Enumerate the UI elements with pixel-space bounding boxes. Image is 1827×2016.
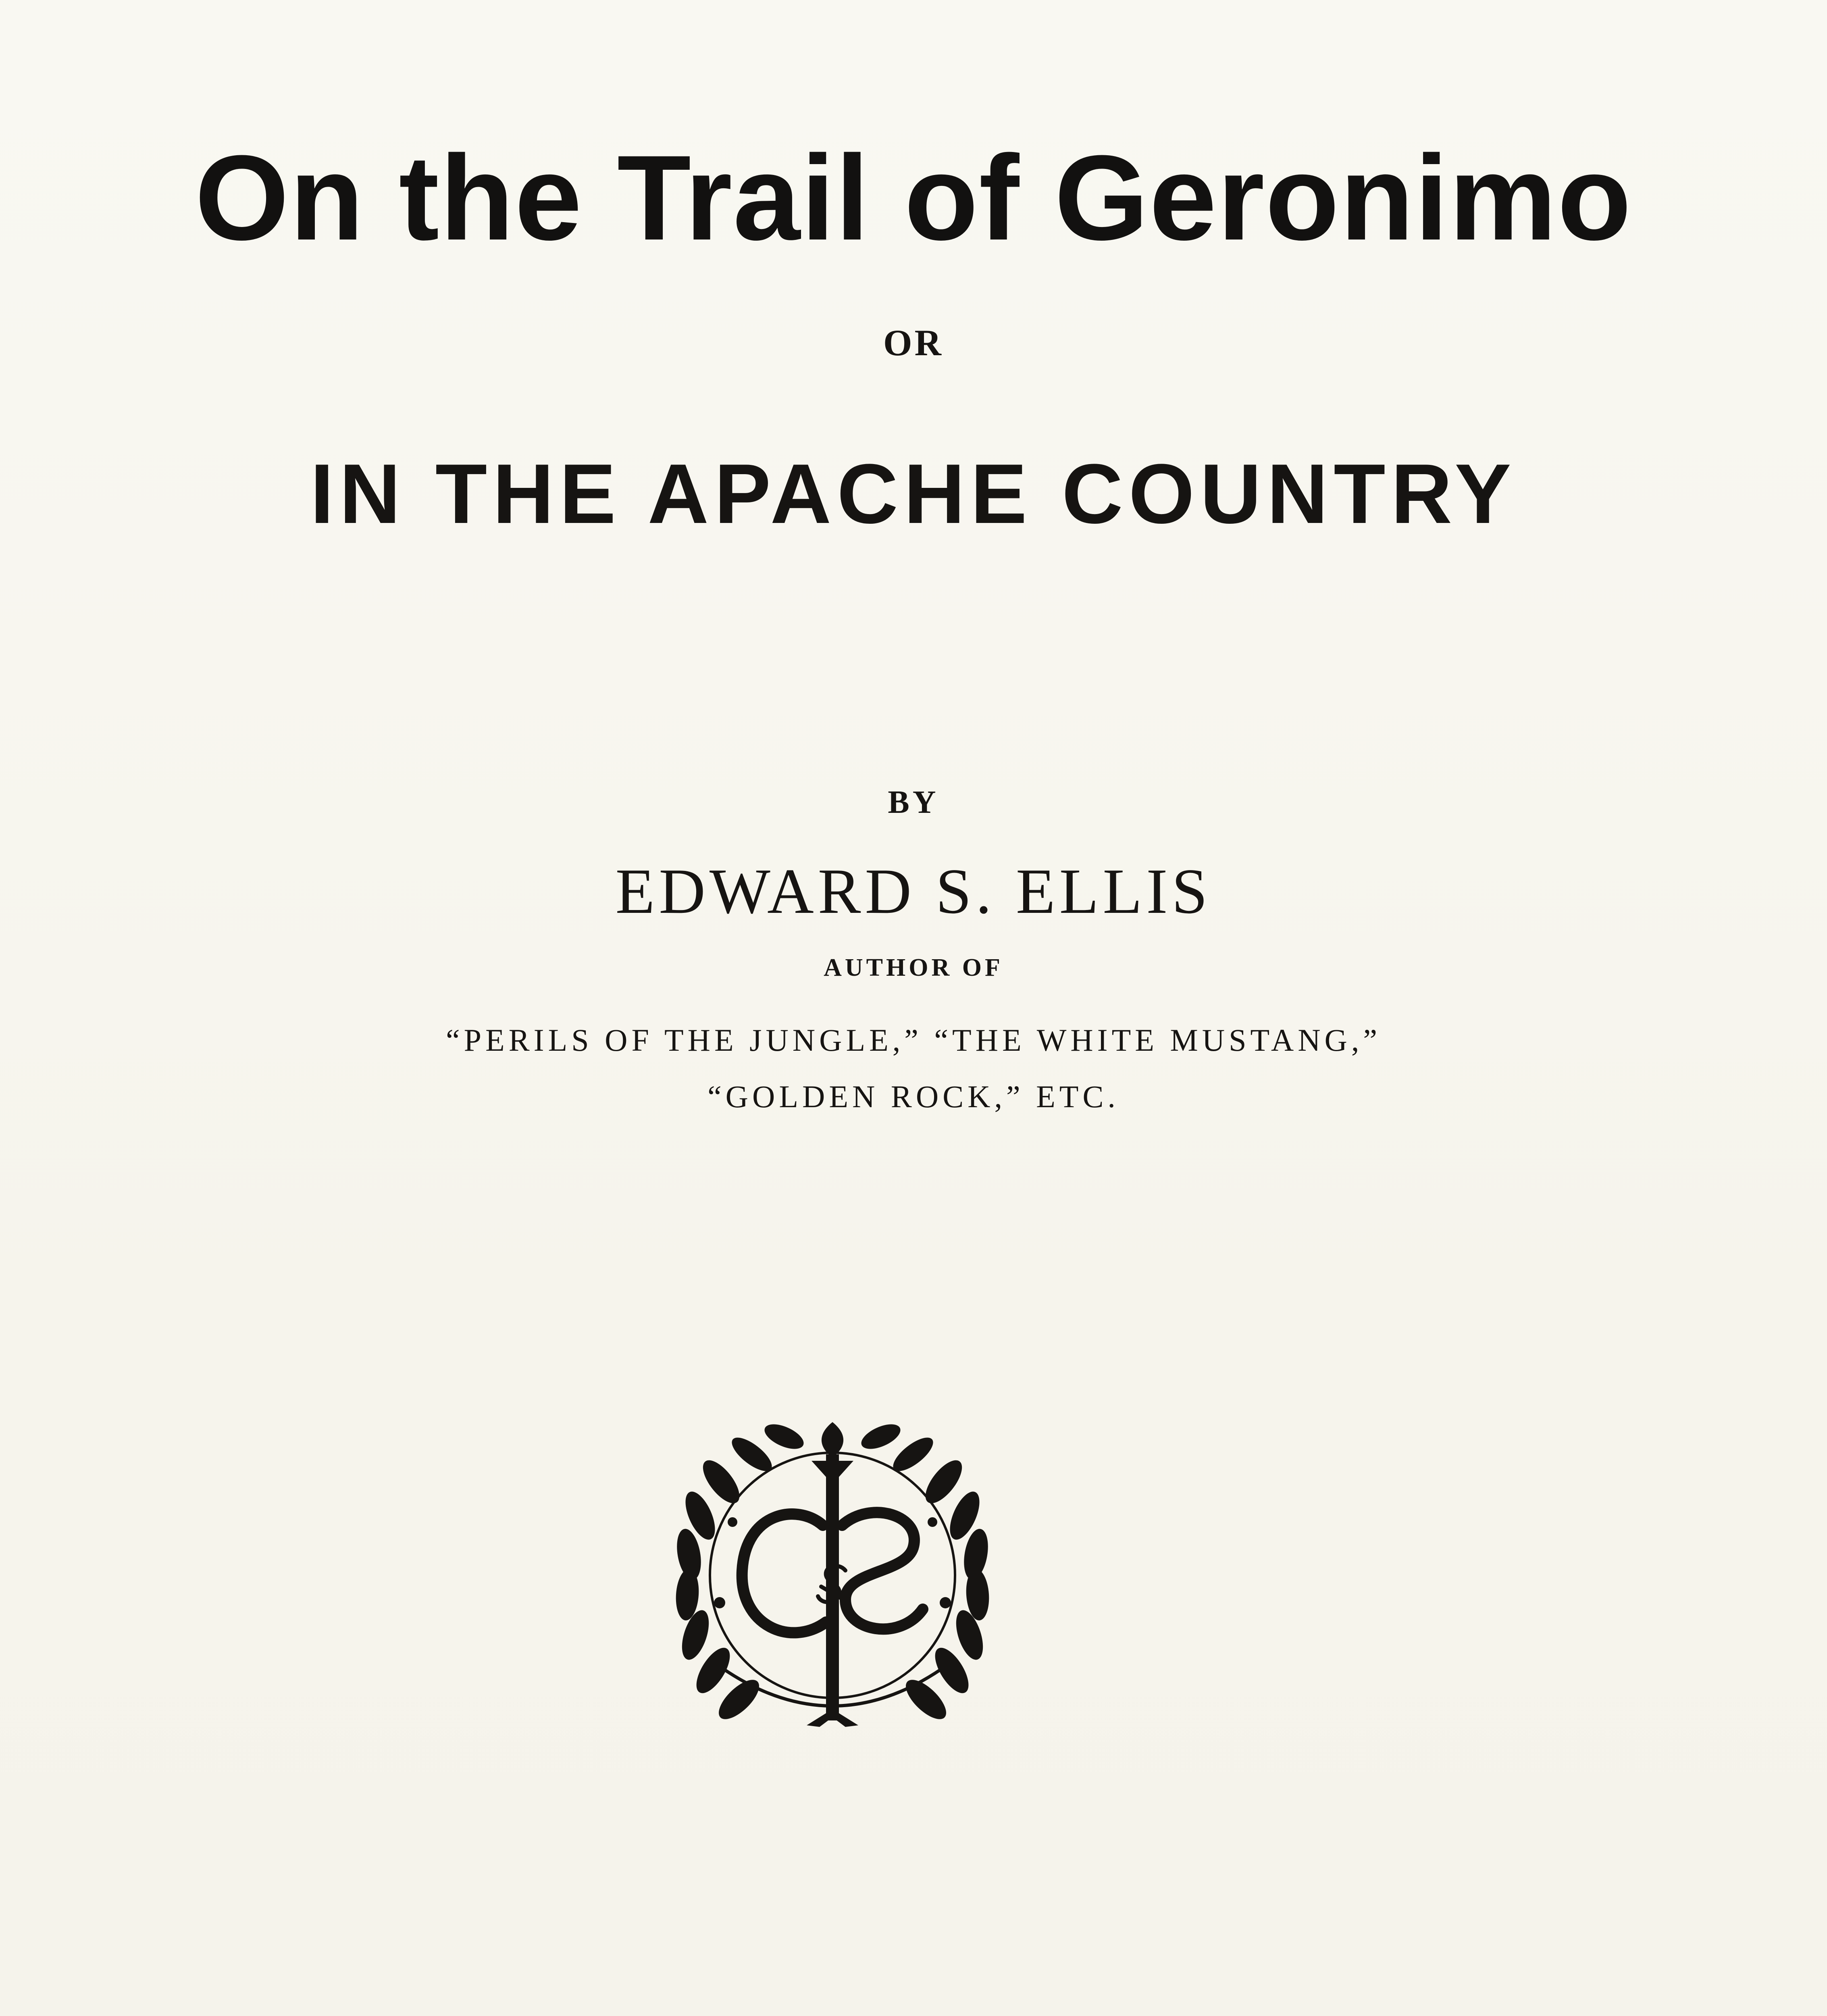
title-conjunction: OR bbox=[883, 322, 944, 363]
other-works-line-2: “GOLDEN ROCK,” ETC. bbox=[707, 1079, 1120, 1114]
other-works-line-1: “PERILS OF THE JUNGLE,” “THE WHITE MUSTANG,” bbox=[446, 1023, 1381, 1058]
author-name: EDWARD S. ELLIS bbox=[615, 855, 1212, 927]
by-label: BY bbox=[888, 785, 939, 820]
book-title: On the Trail of Geronimo bbox=[195, 130, 1632, 265]
book-subtitle: IN THE APACHE COUNTRY bbox=[310, 446, 1517, 541]
wreath-monogram-s-and-s-icon bbox=[671, 1407, 994, 1734]
author-of-label: AUTHOR OF bbox=[824, 954, 1003, 981]
